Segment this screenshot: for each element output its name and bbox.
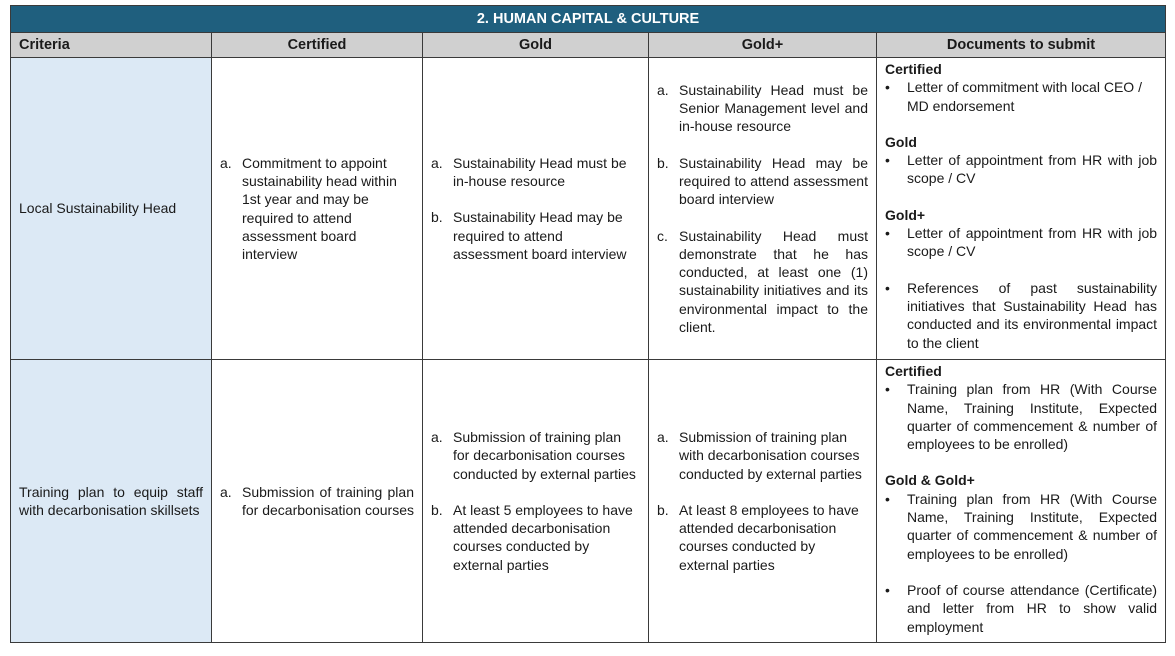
- item-text: Sustainability Head may be required to attend assessment board interview: [453, 209, 627, 262]
- bullet: •: [885, 581, 890, 598]
- documents-heading: Certified: [885, 61, 942, 77]
- list-item: [431, 208, 640, 263]
- criteria-text: Training plan to equip staff with decarbonisation skillsets: [19, 483, 203, 518]
- list-item: [431, 428, 640, 483]
- list-item: [657, 428, 868, 483]
- item-text: Letter of appointment from HR with job scope / CV: [907, 225, 1158, 260]
- item-marker: c.: [657, 227, 668, 244]
- item-text: Letter of commitment with local CEO / MD endorsement: [907, 79, 1142, 114]
- bullet: •: [885, 279, 890, 296]
- header-gold: Gold: [423, 33, 649, 58]
- item-marker: a.: [431, 428, 443, 445]
- section-title: 2. HUMAN CAPITAL & CULTURE: [11, 6, 1166, 33]
- documents-cell: [877, 58, 1166, 360]
- section-title-row: [11, 6, 1166, 33]
- criteria-cell: Local Sustainability Head: [11, 58, 212, 360]
- item-marker: a.: [220, 154, 232, 171]
- header-row: [11, 33, 1166, 58]
- gold-plus-cell: [649, 360, 877, 643]
- header-criteria: Criteria: [11, 33, 212, 58]
- bullet: •: [885, 225, 890, 242]
- item-text: Sustainability Head may be required to attend assessment board interview: [679, 154, 868, 208]
- table-row: [11, 360, 1166, 643]
- criteria-table-wrapper: [10, 5, 1165, 643]
- list-item: [885, 151, 1157, 188]
- bullet: •: [885, 79, 890, 96]
- list-item: [220, 483, 414, 520]
- list-item: [885, 490, 1157, 563]
- criteria-table: [10, 5, 1166, 643]
- item-marker: a.: [657, 81, 669, 98]
- list-item: [657, 154, 868, 209]
- item-marker: a.: [657, 428, 669, 445]
- bullet: •: [885, 152, 890, 169]
- list-item: [657, 501, 868, 574]
- item-text: Training plan from HR (With Course Name, Training Institute, Expected quarter of commencement & number of employees to be enrolled): [907, 490, 1158, 562]
- list-item: [657, 227, 868, 337]
- item-marker: a.: [431, 154, 443, 171]
- list-item: [431, 154, 640, 191]
- list-item: [431, 501, 640, 574]
- gold-cell: [423, 58, 649, 360]
- list-item: [885, 224, 1157, 261]
- documents-cell: [877, 360, 1166, 643]
- item-text: Submission of training plan for decarbonisation courses: [242, 483, 414, 518]
- item-text: At least 5 employees to have attended decarbonisation courses conducted by external parties: [453, 501, 633, 573]
- documents-heading: Certified: [885, 363, 942, 379]
- item-marker: b.: [431, 209, 443, 226]
- item-text: Proof of course attendance (Certificate) and letter from HR to show valid employment: [907, 581, 1158, 635]
- item-text: Submission of training plan with decarbonisation courses conducted by external parties: [679, 428, 862, 482]
- item-text: Letter of appointment from HR with job scope / CV: [907, 152, 1158, 187]
- item-text: Sustainability Head must be in-house resource: [453, 154, 627, 190]
- item-marker: b.: [431, 501, 443, 518]
- list-item: [657, 81, 868, 136]
- documents-heading: Gold+: [885, 206, 926, 223]
- criteria-cell: [11, 360, 212, 643]
- item-text: Sustainability Head must demonstrate that he has conducted, at least one (1) sustainability initiatives and its environmental impact to the client.: [679, 227, 868, 335]
- list-item: [885, 279, 1157, 352]
- gold-cell: [423, 360, 649, 643]
- header-certified: Certified: [212, 33, 423, 58]
- certified-cell: [212, 58, 423, 360]
- bullet: •: [885, 381, 890, 398]
- list-item: [885, 581, 1157, 636]
- list-item: [885, 78, 1157, 115]
- gold-plus-cell: [649, 58, 877, 360]
- bullet: •: [885, 490, 890, 507]
- header-documents: Documents to submit: [877, 33, 1166, 58]
- item-marker: b.: [657, 154, 669, 171]
- table-row: [11, 58, 1166, 360]
- certified-cell: [212, 360, 423, 643]
- item-text: Submission of training plan for decarbonisation courses conducted by external parties: [453, 428, 636, 482]
- item-text: At least 8 employees to have attended decarbonisation courses conducted by external parties: [679, 501, 859, 573]
- item-text: Commitment to appoint sustainability head within 1st year and may be required to attend assessment board interview: [242, 154, 397, 263]
- item-marker: a.: [220, 483, 232, 500]
- header-gold-plus: Gold+: [649, 33, 877, 58]
- item-text: Training plan from HR (With Course Name, Training Institute, Expected quarter of commencement & number of employees to be enrolled): [907, 381, 1158, 453]
- item-text: References of past sustainability initiatives that Sustainability Head has conducted and its environmental impact to the client: [907, 279, 1158, 351]
- list-item: [885, 380, 1157, 453]
- item-text: Sustainability Head must be Senior Management level and in-house resource: [679, 81, 868, 135]
- documents-heading: Gold & Gold+: [885, 472, 975, 489]
- item-marker: b.: [657, 501, 669, 518]
- list-item: [220, 154, 414, 264]
- documents-heading: Gold: [885, 133, 917, 150]
